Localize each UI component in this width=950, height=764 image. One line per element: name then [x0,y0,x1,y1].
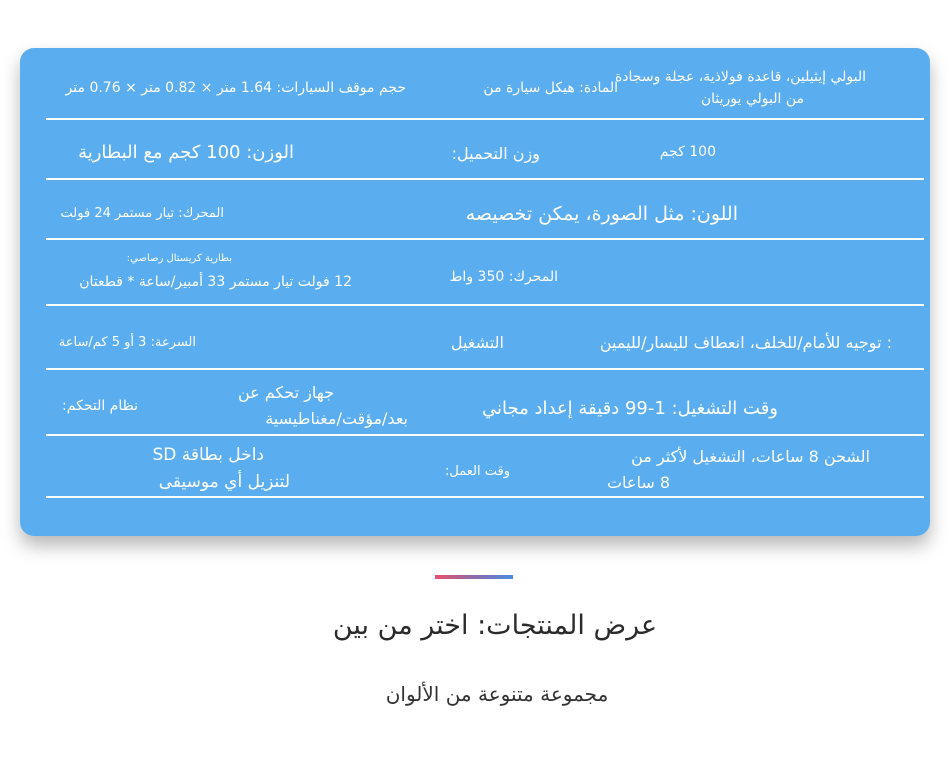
parking-size: حجم موقف السيارات: 1.64 متر × 0.82 متر × 0.76 متر [65,80,406,96]
material-detail-line2: من البولي يوريثان [700,91,804,108]
products-title: عرض المنتجات: اختر من بين [332,610,658,641]
material-detail [615,66,866,111]
speed: السرعة: 3 أو 5 كم/ساعة [58,335,196,350]
control-modes [238,380,408,431]
row-divider [46,238,924,240]
row-divider [46,368,924,370]
control-system-label: نظام التحكم: [62,398,138,414]
charging-detail-line1: الشحن 8 ساعات، التشغيل لأكثر من [631,447,870,466]
control-modes-line2: بعد/مؤقت/مغناطيسية [265,408,408,428]
battery-spec: 12 فولت تيار مستمر 33 أمبير/ساعة * قطعتان [79,274,352,290]
material-detail-line1: البولي إيثيلين، قاعدة فولاذية، عجلة وسجادة [614,69,866,85]
motor-power: المحرك: 350 واط [449,269,558,285]
sd-card-music [153,442,290,496]
motor-voltage: المحرك: تيار مستمر 24 فولت [60,206,224,221]
row-divider [46,496,924,498]
row-divider [46,434,924,436]
run-time: وقت التشغيل: 1-99 دقيقة إعداد مجاني [482,398,778,419]
battery-label: بطارية كريستال رصاصي: [126,253,232,264]
sd-card-line1: داخل بطاقة SD [152,445,264,465]
load-value: 100 كجم [659,144,716,160]
row-divider [46,118,924,120]
sd-card-line2: لتنزيل أي موسيقى [158,472,290,493]
charging-detail-line2: 8 ساعات [606,472,670,492]
row-divider [46,178,924,180]
products-subtitle: مجموعة متنوعة من الألوان [385,682,609,706]
weight: الوزن: 100 كجم مع البطارية [78,142,294,163]
material-label: المادة: هيكل سيارة من [483,80,618,96]
operation-label: التشغيل [450,333,504,352]
accent-divider [435,575,513,579]
load-label: وزن التحميل: [451,144,540,163]
charging-detail [607,444,870,495]
row-divider [46,304,924,306]
work-time-label: وقت العمل: [445,464,510,479]
control-modes-line1: جهاز تحكم عن [237,383,334,402]
spec-card [20,48,930,536]
color-option: اللون: مثل الصورة، يمكن تخصيصه [465,203,738,225]
steering: : توجيه للأمام/للخلف، انعطاف لليسار/لليمين [599,333,892,352]
